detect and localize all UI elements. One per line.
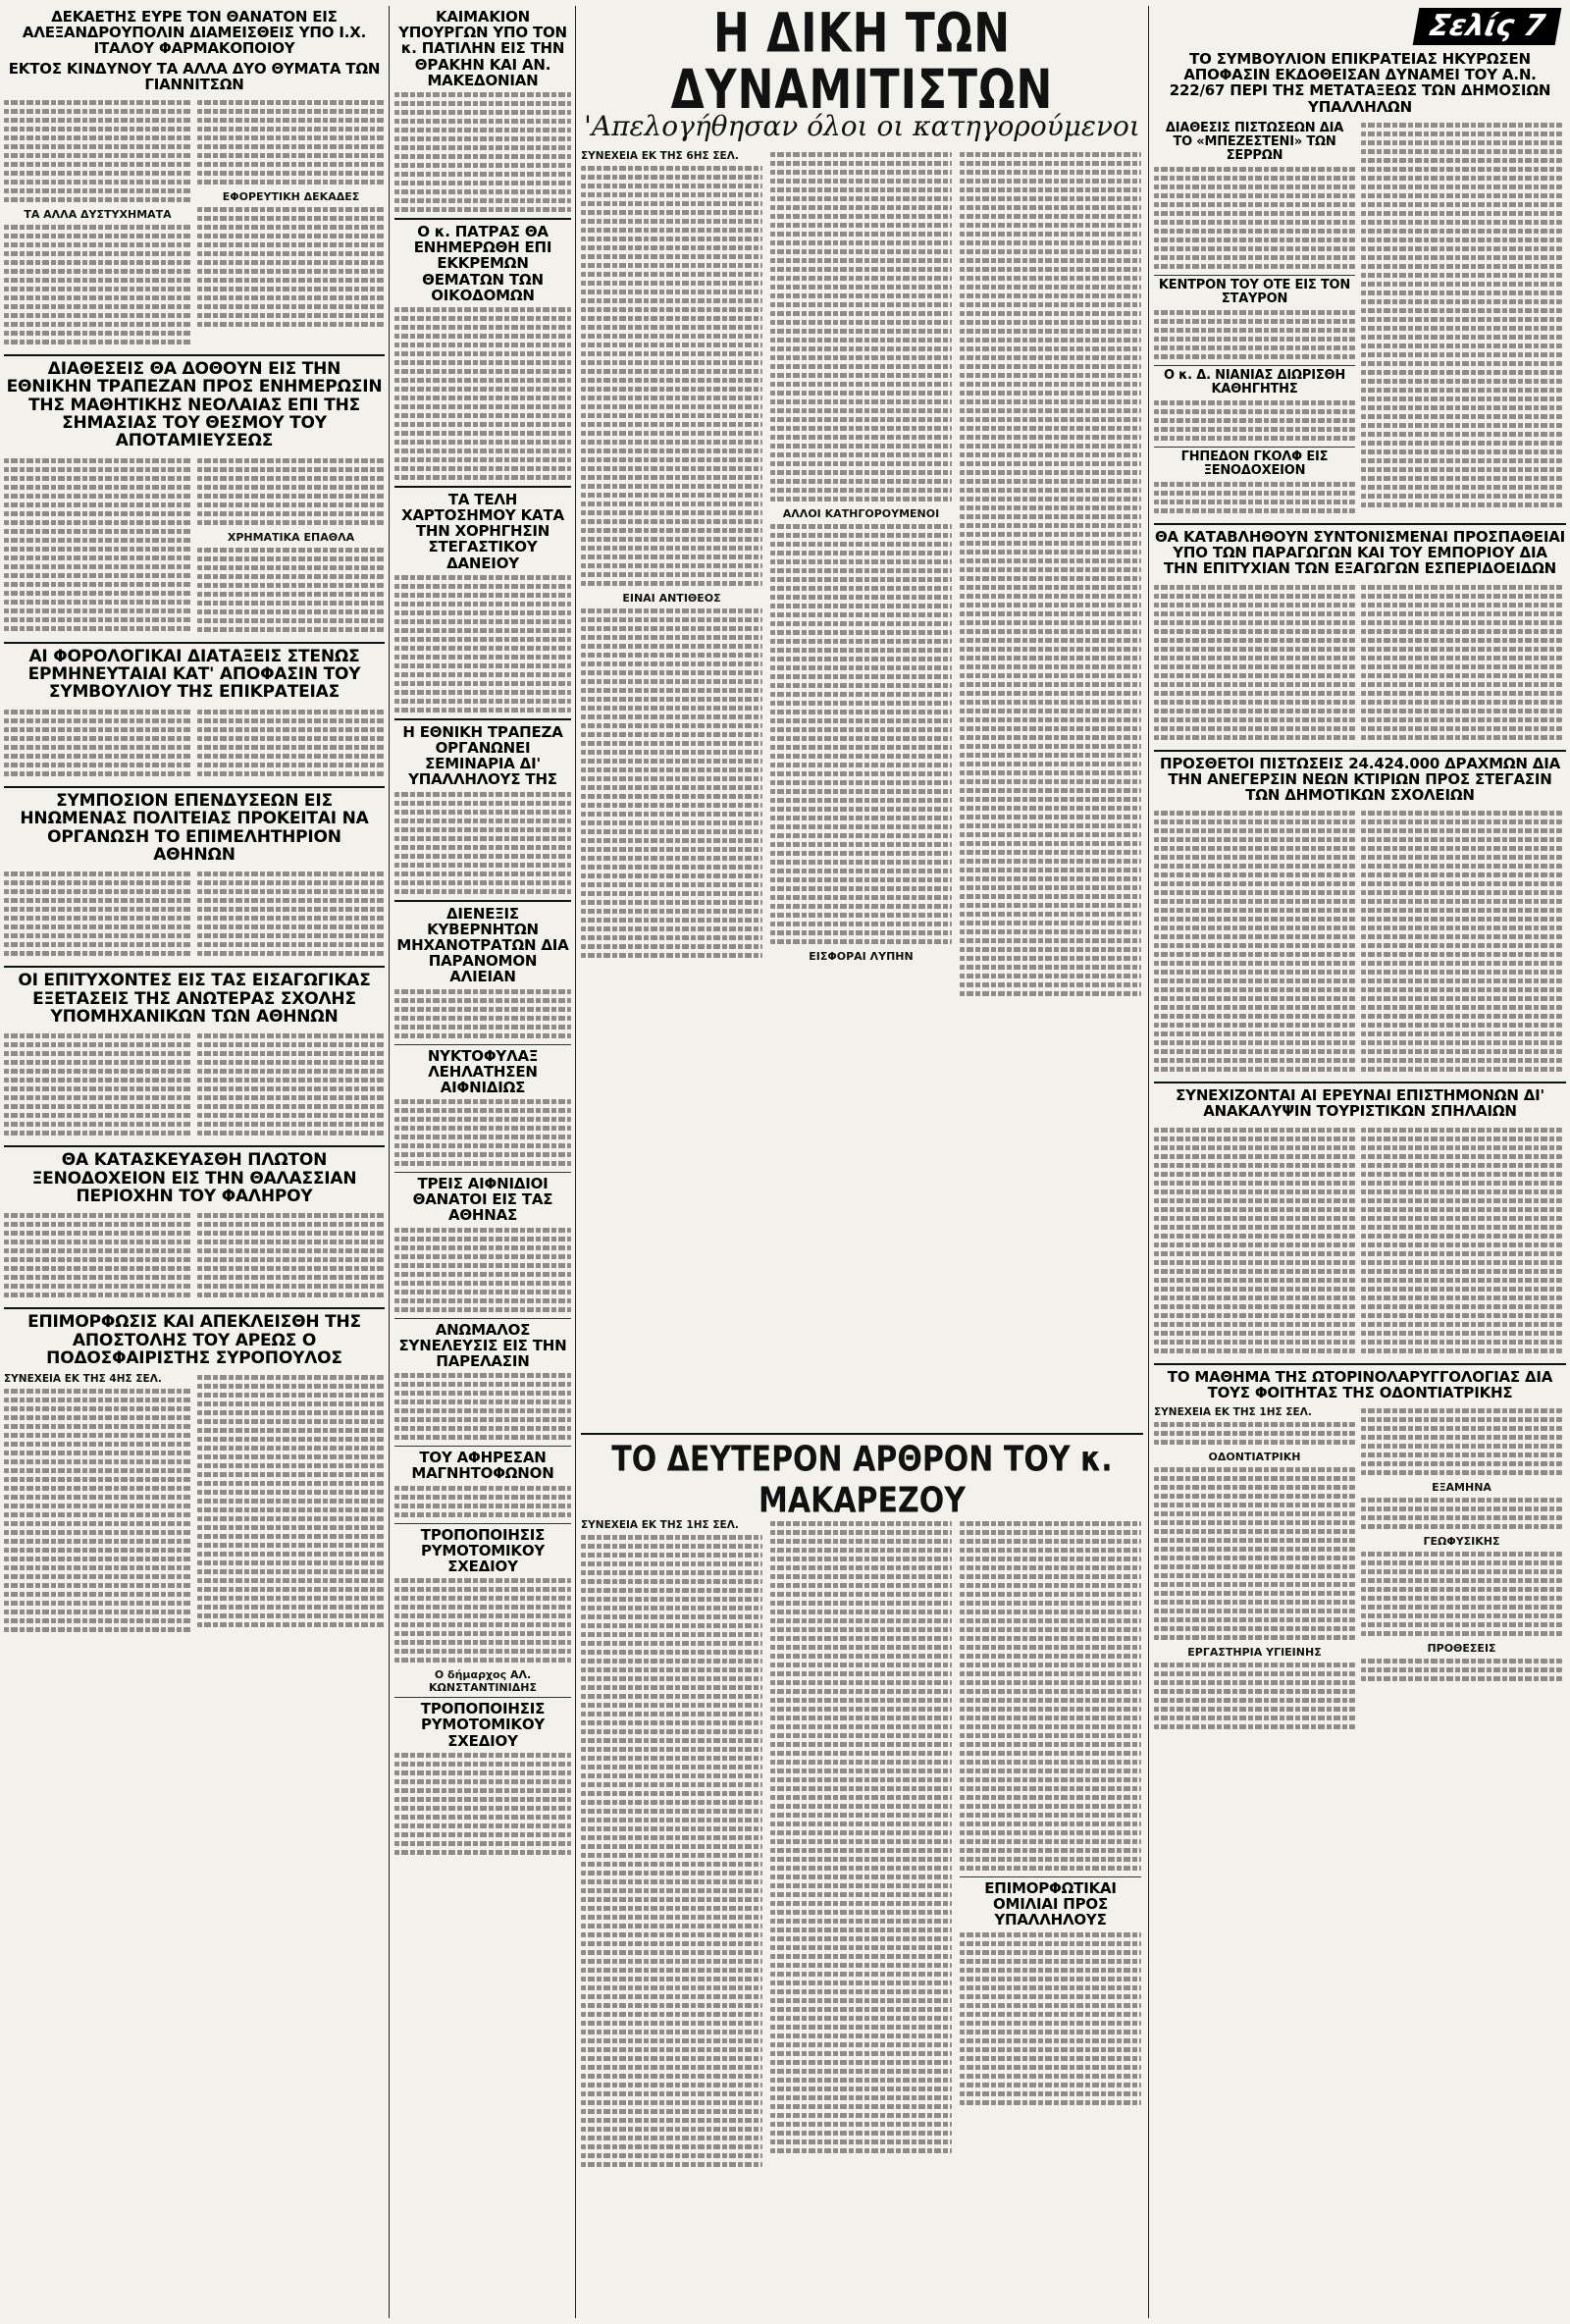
headline-alexandroupoli: ΔΕΚΑΕΤΗΣ ΕΥΡΕ ΤΟΝ ΘΑΝΑΤΟΝ ΕΙΣ ΑΛΕΞΑΝΔΡΟΥΠΟΛΙΝ ΔΙΑΜΕΙΣΘΕΙΣ ΥΠΟ Ι.Χ. ΙΤΑΛΟΥ ΦΑΡΜΑΚΟΠΟΙΟΥ [22,8,367,58]
headline-rymotomiko-2: ΤΡΟΠΟΠΟΙΗΣΙΣ ΡΥΜΟΤΟΜΙΚΟΥ ΣΧΕΔΙΟΥ [420,1700,546,1750]
headline-spilaia: ΣΥΝΕΧΙΖΟΝΤΑΙ ΑΙ ΕΡΕΥΝΑΙ ΕΠΙΣΤΗΜΟΝΩΝ ΔΙ' ΑΝΑΚΑΛΥΨΙΝ ΤΟΥΡΙΣΤΙΚΩΝ ΣΠΗΛΑΙΩΝ [1176,1086,1544,1121]
second-article [581,1429,1143,2173]
headline-bezesteni: ΔΙΑΘΕΣΙΣ ΠΙΣΤΩΣΕΩΝ ΔΙΑ ΤΟ «ΜΠΕΖΕΣΤΕΝΙ» ΤΩΝ ΣΕΡΡΩΝ [1165,120,1344,163]
headline-thanatoi: ΤΡΕΙΣ ΑΙΦΝΙΔΙΟΙ ΘΑΝΑΤΟΙ ΕΙΣ ΤΑΣ ΑΘΗΝΑΣ [412,1175,553,1225]
article-body [4,96,191,350]
headline-epitychontes: ΟΙ ΕΠΙΤΥΧΟΝΤΕΣ ΕΙΣ ΤΑΣ ΕΙΣΑΓΩΓΙΚΑΣ ΕΞΕΤΑΣΕΙΣ ΤΗΣ ΑΝΩΤΕΡΑΣ ΣΧΟΛΗΣ ΥΠΟΜΗΧΑΝΙΚΩΝ ΤΩΝ ΑΘΗΝΩΝ [18,971,371,1027]
subhead-protheseis: ΠΡΟΘΕΣΕΙΣ [1427,1641,1496,1655]
headline-plotion-xenodocheion: ΘΑ ΚΑΤΑΣΚΕΥΑΣΘΗ ΠΛΩΤΟΝ ΞΕΝΟΔΟΧΕΙΟΝ ΕΙΣ ΤΗΝ ΘΑΛΑΣΣΙΑΝ ΠΕΡΙΟΧΗΝ ΤΟΥ ΦΑΛΗΡΟΥ [31,1150,357,1207]
subhead-geofysikis: ΓΕΩΦΥΣΙΚΗΣ [1423,1534,1500,1548]
main-article [581,2,1143,1002]
headline-alieia: ΔΙΕΝΕΞΙΣ ΚΥΒΕΡΝΗΤΩΝ ΜΗΧΑΝΟΤΡΑΤΩΝ ΔΙΑ ΠΑΡΑΝΟΜΟΝ ΑΛΙΕΙΑΝ [396,904,569,986]
continued-label: ΣΥΝΕΧΕΙΑ ΕΚ ΤΗΣ 4ΗΣ ΣΕΛ. [4,1373,162,1386]
page-number: Σελίς 7 [1413,8,1562,45]
headline-seminaria: Η ΕΘΝΙΚΗ ΤΡΑΠΕΖΑ ΟΡΓΑΝΩΝΕΙ ΣΕΜΙΝΑΡΙΑ ΔΙ' ΥΠΑΛΛΗΛΟΥΣ ΤΗΣ [402,722,563,789]
headline-esperidoeidi: ΘΑ ΚΑΤΑΒΛΗΘΟΥΝ ΣΥΝΤΟΝΙΣΜΕΝΑΙ ΠΡΟΣΠΑΘΕΙΑΙ ΥΠΟ ΤΩΝ ΠΑΡΑΓΩΓΩΝ ΚΑΙ ΤΟΥ ΕΜΠΟΡΙΟΥ ΔΙΑ ΤΗΝ ΕΠΙΤΥΧΙΑΝ ΤΩΝ ΕΞΑΓΩΓΩΝ ΕΣΠΕΡΙΔΟΕΙΔΩΝ [1154,528,1566,578]
section-eisfora: ΕΙΣΦΟΡΑΙ ΛΥΠΗΝ [809,950,914,963]
subhead-examina: ΕΞΑΜΗΝΑ [1432,1480,1492,1494]
section-alloi: ΑΛΛΟΙ ΚΑΤΗΓΟΡΟΥΜΕΝΟΙ [782,507,940,520]
column-rule [1148,6,1149,2318]
subhead-ergastiria: ΕΡΓΑΣΤΗΡΙΑ ΥΓΙΕΙΝΗΣ [1187,1645,1322,1659]
headline-symposion: ΣΥΜΠΟΣΙΟΝ ΕΠΕΝΔΥΣΕΩΝ ΕΙΣ ΗΝΩΜΕΝΑΣ ΠΟΛΙΤΕΙΑΣ ΠΡΟΚΕΙΤΑΙ ΝΑ ΟΡΓΑΝΩΣΗ ΤΟ ΕΠΙΜΕΛΗΤΗΡΙΟΝ ΑΘΗΝΩΝ [20,790,369,865]
headline-rymotomiko-1: ΤΡΟΠΟΠΟΙΗΣΙΣ ΡΥΜΟΤΟΜΙΚΟΥ ΣΧΕΔΙΟΥ [420,1525,546,1575]
subhead-prizes: ΧΡΗΜΑΤΙΚΑ ΕΠΑΘΛΑ [227,530,355,544]
headline-syropoulos: ΕΠΙΜΟΡΦΩΣΙΣ ΚΑΙ ΑΠΕΚΛΕΙΣΘΗ ΤΗΣ ΑΠΟΣΤΟΛΗΣ ΤΟΥ ΑΡΕΩΣ Ο ΠΟΔΟΣΦΑΙΡΙΣΤΗΣ ΣΥΡΟΠΟΥΛΟΣ [27,1312,361,1369]
continued-label: ΣΥΝΕΧΕΙΑ ΕΚ ΤΗΣ 1ΗΣ ΣΕΛ. [581,1519,739,1531]
headline-epimorfotikai: ΕΠΙΜΟΡΦΩΤΙΚΑΙ ΟΜΙΛΙΑΙ ΠΡΟΣ ΥΠΑΛΛΗΛΟΥΣ [984,1879,1117,1929]
headline-magnitofono: ΤΟΥ ΑΦΗΡΕΣΑΝ ΜΑΓΝΗΤΟΦΩΝΟΝ [411,1449,554,1483]
column-second [394,6,571,1861]
headline-symvoulion: ΤΟ ΣΥΜΒΟΥΛΙΟΝ ΕΠΙΚΡΑΤΕΙΑΣ ΗΚΥΡΩΣΕΝ ΑΠΟΦΑΣΙΝ ΕΚΔΟΘΕΙΣΑΝ ΔΥΝΑΜΕΙ ΤΟΥ Α.Ν. 222/67 ΠΕΡΙ ΤΗΣ ΜΕΤΑΤΑΞΕΩΣ ΤΩΝ ΔΗΜΟΣΙΩΝ ΥΠΑΛΛΗΛΩΝ [1169,50,1551,116]
headline-otorinolaryggologia: ΤΟ ΜΑΘΗΜΑ ΤΗΣ ΩΤΟΡΙΝΟΛΑΡΥΓΓΟΛΟΓΙΑΣ ΔΙΑ ΤΟΥΣ ΦΟΙΤΗΤΑΣ ΤΗΣ ΟΔΟΝΤΙΑΤΡΙΚΗΣ [1167,1367,1553,1401]
mayor-signature: Ο δήμαρχος ΑΛ. ΚΩΝΣΤΑΝΤΙΝΙΔΗΣ [429,1668,537,1695]
headline-patras: Ο κ. ΠΑΤΡΑΣ ΘΑ ΕΝΗΜΕΡΩΘΗ ΕΠΙ ΕΚΚΡΕΜΩΝ ΘΕΜΑΤΩΝ ΤΩΝ ΟΙΚΟΔΟΜΩΝ [413,222,552,304]
continued-label: ΣΥΝΕΧΕΙΑ ΕΚ ΤΗΣ 1ΗΣ ΣΕΛ. [1154,1405,1312,1418]
column-left [4,6,385,1638]
headline-kaimakion: ΚΑΙΜΑΚΙΟΝ ΥΠΟΥΡΓΩΝ ΥΠΟ ΤΟΝ κ. ΠΑΤΙΛΗΝ ΕΙΣ ΤΗΝ ΘΡΑΚΗΝ ΚΑΙ ΑΝ. ΜΑΚΕΔΟΝΙΑΝ [398,8,567,89]
headline-chartosimo: ΤΑ ΤΕΛΗ ΧΑΡΤΟΣΗΜΟΥ ΚΑΤΑ ΤΗΝ ΧΟΡΗΓΗΣΙΝ ΣΤΕΓΑΣΤΙΚΟΥ ΔΑΝΕΙΟΥ [401,490,564,572]
headline-nianias: Ο κ. Δ. ΝΙΑΝΙΑΣ ΔΙΩΡΙΣΘΗ ΚΑΘΗΓΗΤΗΣ [1163,367,1346,396]
subhead-odontiatriki: ΟΔΟΝΤΙΑΤΡΙΚΗ [1208,1450,1301,1463]
second-headline: ΤΟ ΔΕΥΤΕΡΟΝ ΑΡΘΡΟΝ ΤΟΥ κ. ΜΑΚΑΡΕΖΟΥ [611,1439,1113,1521]
article-body [197,96,385,350]
subhead-electoral: ΕΦΟΡΕΥΤΙΚΗ ΔΕΚΑΔΕΣ [222,189,360,203]
column-right [1154,6,1566,1735]
headline-pistoseis: ΠΡΟΣΘΕΤΟΙ ΠΙΣΤΩΣΕΙΣ 24.424.000 ΔΡΑΧΜΩΝ ΔΙΑ ΤΗΝ ΑΝΕΓΕΡΣΙΝ ΝΕΩΝ ΚΤΙΡΙΩΝ ΠΡΟΣ ΣΤΕΓΑΣΙΝ ΤΩΝ ΔΗΜΟΤΙΚΩΝ ΣΧΟΛΕΙΩΝ [1160,754,1560,804]
column-rule [389,6,390,2318]
continued-label: ΣΥΝΕΧΕΙΑ ΕΚ ΤΗΣ 6ΗΣ ΣΕΛ. [581,150,739,162]
subhead-accidents: ΤΑ ΑΛΛΑ ΔΥΣΤΥΧΗΜΑΤΑ [24,207,172,221]
headline-ethniki-trapeza: ΔΙΑΘΕΣΕΙΣ ΘΑ ΔΟΘΟΥΝ ΕΙΣ ΤΗΝ ΕΘΝΙΚΗΝ ΤΡΑΠΕΖΑΝ ΠΡΟΣ ΕΝΗΜΕΡΩΣΙΝ ΤΗΣ ΜΑΘΗΤΙΚΗΣ ΝΕΟΛΑΙΑΣ ΕΠΙ ΤΗΣ ΣΗΜΑΣΙΑΣ ΤΟΥ ΘΕΣΜΟΥ ΤΟΥ ΑΠΟΤΑΜΙΕΥΣΕΩΣ [6,358,383,451]
section-antitheos: ΕΙΝΑΙ ΑΝΤΙΘΕΟΣ [622,592,721,605]
headline-nyktofylax: ΝΥΚΤΟΦΥΛΑΞ ΛΕΗΛΑΤΗΣΕΝ ΑΙΦΝΙΔΙΩΣ [427,1046,539,1096]
headline-synelefsis: ΑΝΩΜΑΛΟΣ ΣΥΝΕΛΕΥΣΙΣ ΕΙΣ ΤΗΝ ΠΑΡΕΛΑΣΙΝ [398,1320,567,1370]
headline-forologikai: ΑΙ ΦΟΡΟΛΟΓΙΚΑΙ ΔΙΑΤΑΞΕΙΣ ΣΤΕΝΩΣ ΕΡΜΗΝΕΥΤΑΙΑΙ ΚΑΤ' ΑΠΟΦΑΣΙΝ ΤΟΥ ΣΥΜΒΟΥΛΙΟΥ ΤΗΣ ΕΠΙΚΡΑΤΕΙΑΣ [27,646,361,703]
headline-golf: ΓΗΠΕΔΟΝ ΓΚΟΛΦ ΕΙΣ ΞΕΝΟΔΟΧΕΙΟΝ [1180,449,1329,478]
headline-ote: ΚΕΝΤΡΟΝ ΤΟΥ ΟΤΕ ΕΙΣ ΤΟΝ ΣΤΑΥΡΟΝ [1158,277,1351,306]
main-subheadline: 'Απελογήθησαν όλοι οι κατηγορούμενοι [584,110,1140,142]
headline-giannitsa: ΕΚΤΟΣ ΚΙΝΔΥΝΟΥ ΤΑ ΑΛΛΑ ΔΥΟ ΘΥΜΑΤΑ ΤΩΝ ΓΙΑΝΝΙΤΣΩΝ [8,59,381,93]
main-headline: Η ΔΙΚΗ ΤΩΝ ΔΥΝΑΜΙΤΙΣΤΩΝ [670,2,1054,122]
column-rule [575,6,576,2318]
